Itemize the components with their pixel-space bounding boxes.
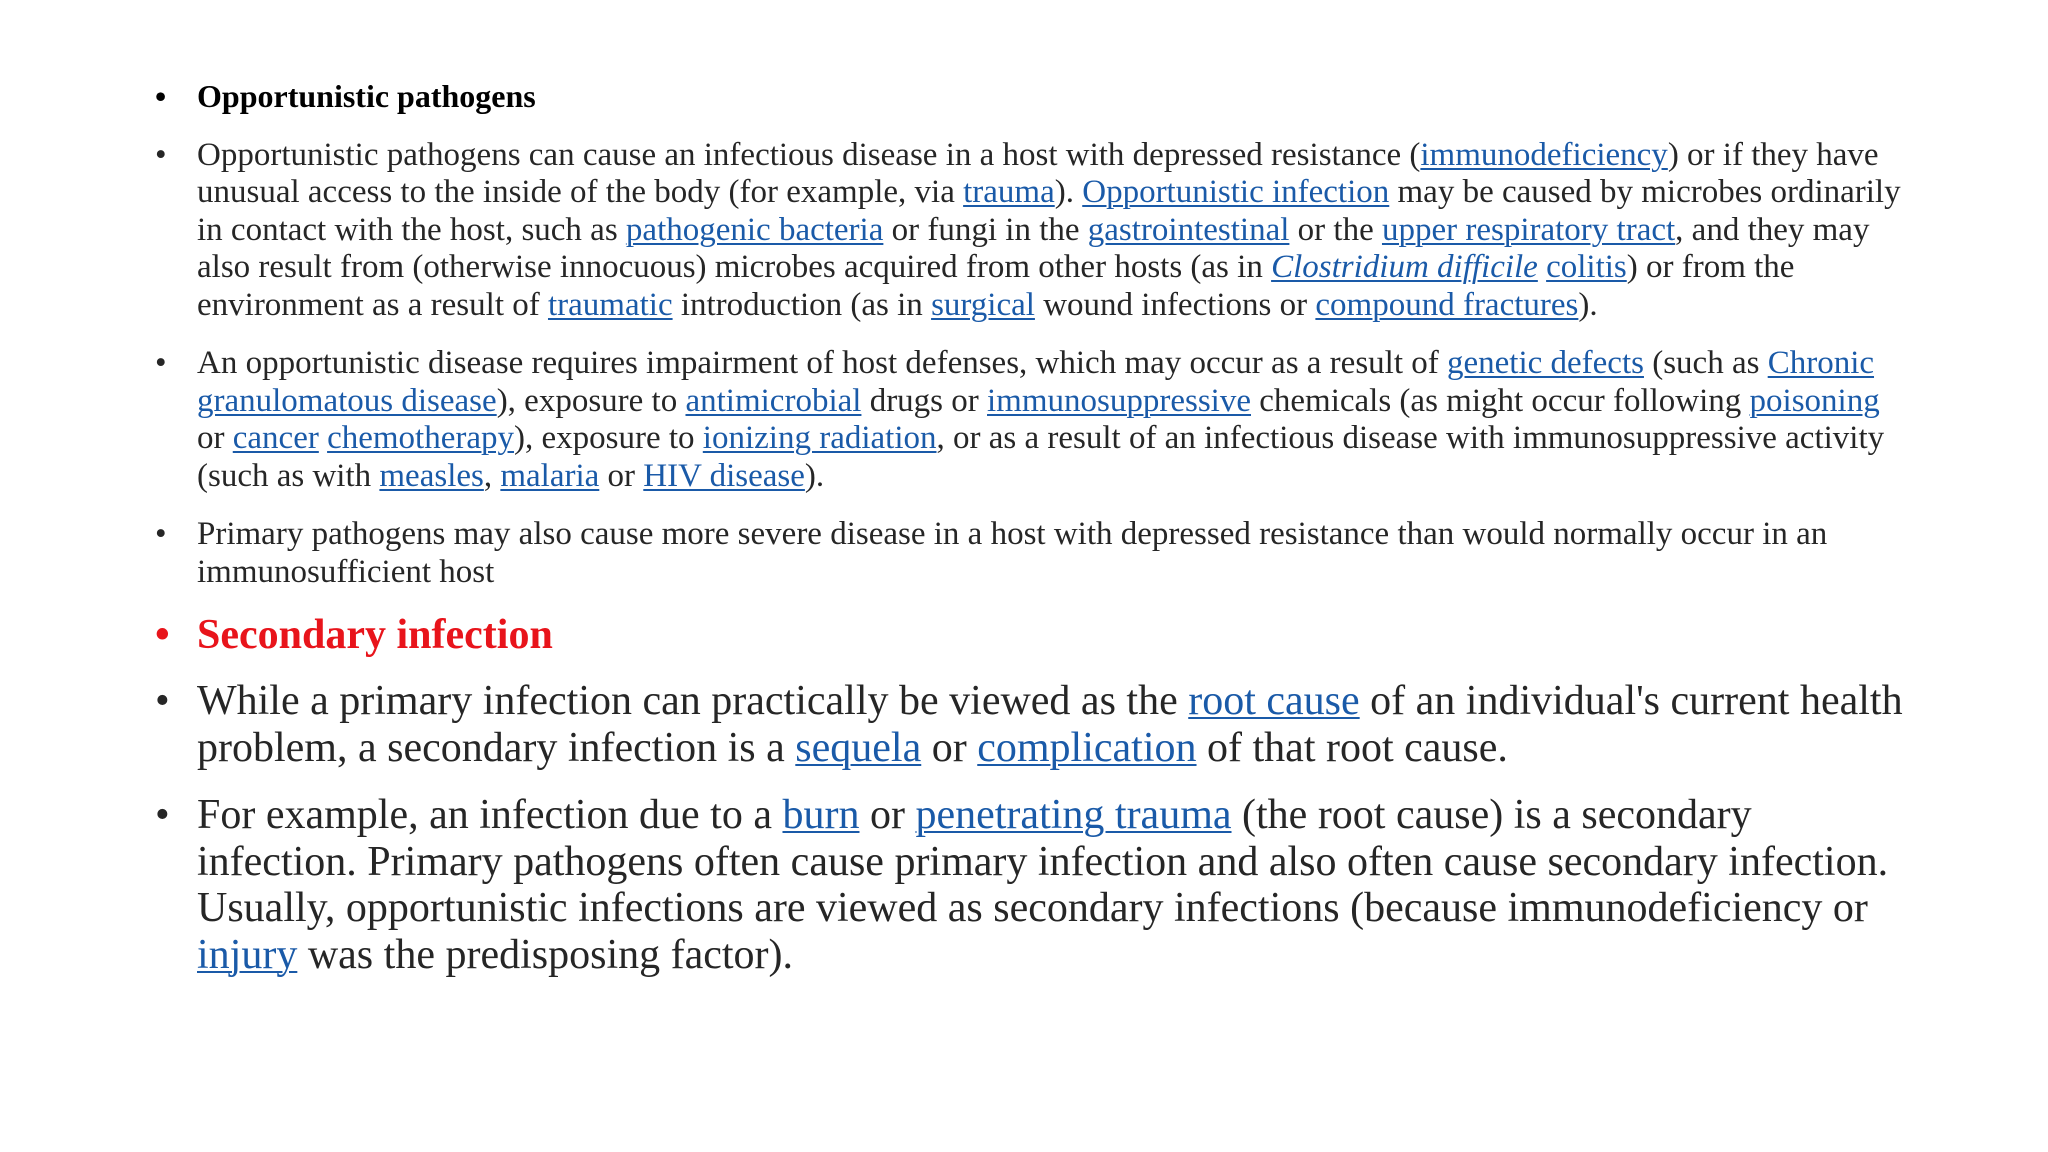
text: ). [804, 457, 825, 494]
text: wound infections or [1034, 286, 1316, 323]
text: ) or from the environment as a result of [197, 249, 1795, 323]
text: drugs or [861, 382, 988, 419]
link-compound-fractures[interactable]: compound fractures [1315, 286, 1579, 323]
link-burn[interactable]: burn [782, 792, 860, 838]
link-poisoning[interactable]: poisoning [1749, 382, 1880, 419]
text: , and they may also result from (otherwise innocuous) microbes acquired from other hosts (as in [197, 211, 1870, 285]
text: or [859, 792, 916, 838]
text: ), exposure to [514, 420, 703, 456]
text: or [197, 420, 233, 456]
link-gastrointestinal[interactable]: gastrointestinal [1087, 211, 1290, 248]
bullet-icon: • [155, 516, 167, 552]
link-penetrating-trauma[interactable]: penetrating trauma [915, 792, 1232, 838]
link-surgical[interactable]: surgical [931, 286, 1035, 323]
bullet-icon: • [155, 792, 170, 838]
bullet-icon: • [155, 678, 170, 724]
link-genetic-defects[interactable]: genetic defects [1447, 345, 1644, 381]
text: , [483, 457, 501, 494]
link-chemotherapy[interactable]: chemotherapy [327, 420, 514, 456]
link-antimicrobial[interactable]: antimicrobial [685, 382, 862, 419]
link-pathogenic-bacteria[interactable]: pathogenic bacteria [625, 211, 884, 248]
heading-secondary-infection [155, 612, 1915, 658]
text: of that root cause. [1196, 724, 1508, 771]
link-sequela[interactable]: sequela [795, 724, 922, 771]
text: Primary pathogens may also cause more severe disease in a host with depressed resistance than would normally occur in an immunosufficient host [197, 516, 1828, 590]
link-opportunistic-infection[interactable]: Opportunistic infection [1082, 174, 1390, 210]
text: An opportunistic disease requires impairment of host defenses, which may occur as a result of [197, 345, 1447, 381]
heading-text: Secondary infection [197, 612, 553, 658]
text [1538, 249, 1546, 285]
link-trauma[interactable]: trauma [963, 174, 1055, 210]
bullet-icon: • [155, 136, 167, 173]
text: Opportunistic pathogens can cause an infectious disease in a host with depressed resistance ( [197, 136, 1421, 173]
text: or [921, 724, 978, 771]
text: chemicals (as might occur following [1251, 382, 1750, 419]
link-measles[interactable]: measles [379, 457, 484, 494]
link-chronic-granulomatous-disease[interactable]: Chronic granulomatous disease [197, 345, 1875, 419]
link-cancer[interactable]: cancer [232, 420, 319, 456]
text: While a primary infection can practically be viewed as the [197, 678, 1189, 724]
text: or [599, 457, 644, 494]
text: of an individual's current health problem, a secondary infection is a [197, 678, 1903, 771]
link-colitis[interactable]: colitis [1546, 249, 1627, 285]
bullet-icon: • [155, 345, 167, 381]
link-hiv-disease[interactable]: HIV disease [643, 457, 805, 494]
text: or fungi in the [883, 211, 1088, 248]
link-clostridium-difficile[interactable]: Clostridium difficile [1271, 249, 1538, 285]
paragraph-secondary-example [155, 792, 1915, 978]
bullet-icon: • [155, 612, 170, 658]
text [319, 420, 327, 456]
link-injury[interactable]: injury [197, 931, 298, 978]
link-malaria[interactable]: malaria [500, 457, 600, 494]
text: ). [1054, 174, 1083, 210]
text: (the root cause) is a secondary infection. Primary pathogens often cause primary infection and also often cause secondary infection. Usually, opportunistic infections are viewed as secondary infections (because immunodeficiency or [197, 792, 1889, 931]
text: ) or if they have unusual access to the inside of the body (for example, via [197, 136, 1879, 210]
paragraph-opportunistic-disease [155, 345, 1915, 495]
paragraph-primary-pathogens [155, 516, 1915, 591]
link-complication[interactable]: complication [977, 724, 1197, 771]
text: ), exposure to [496, 382, 686, 419]
text: was the predisposing factor). [297, 931, 794, 978]
link-immunosuppressive[interactable]: immunosuppressive [987, 382, 1251, 419]
link-upper-respiratory-tract[interactable]: upper respiratory tract [1381, 211, 1676, 248]
text: or the [1289, 211, 1382, 248]
paragraph-secondary-root-cause [155, 678, 1915, 771]
text: , or as a result of an infectious disease with immunosuppressive activity (such as with [197, 420, 1885, 494]
text: For example, an infection due to a [197, 792, 783, 838]
link-root-cause[interactable]: root cause [1188, 678, 1360, 724]
bullet-icon: • [155, 78, 167, 114]
text: introduction (as in [672, 286, 932, 323]
text: (such as [1643, 345, 1768, 381]
heading-text: Opportunistic pathogens [197, 78, 536, 114]
heading-opportunistic-pathogens [155, 78, 1915, 116]
text: ). [1578, 286, 1598, 323]
text: may be caused by microbes ordinarily in contact with the host, such as [197, 174, 1901, 248]
link-ionizing-radiation[interactable]: ionizing radiation [702, 420, 937, 456]
paragraph-opportunistic-pathogens [155, 137, 1915, 325]
link-immunodeficiency[interactable]: immunodeficiency [1420, 136, 1668, 173]
link-traumatic[interactable]: traumatic [547, 286, 673, 323]
bullet-list [155, 78, 1915, 999]
